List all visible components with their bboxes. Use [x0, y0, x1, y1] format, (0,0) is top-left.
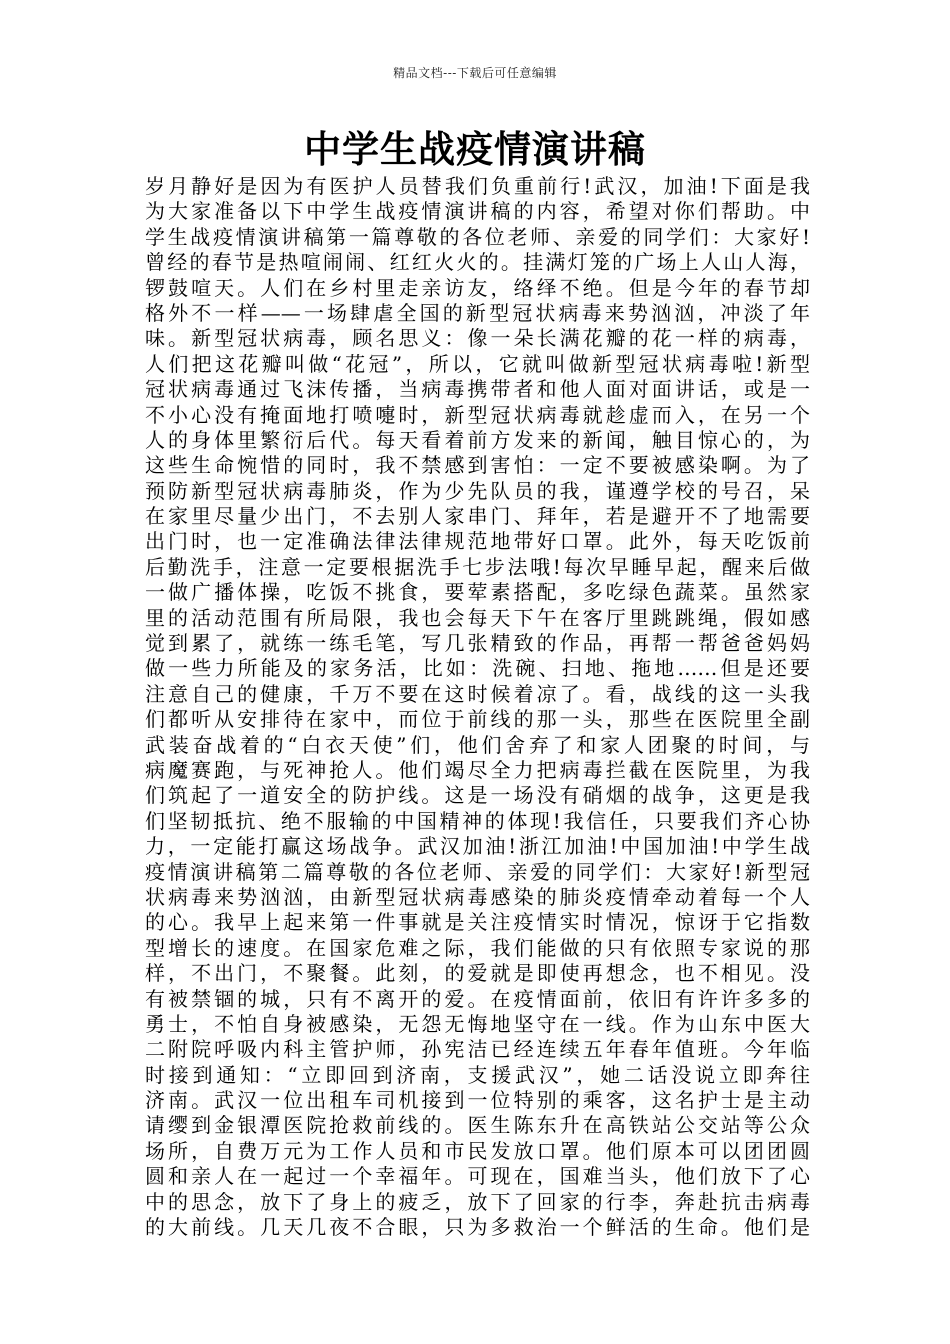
body-line: 有被禁锢的城，只有不离开的爱。在疫情面前，依旧有许许多多的: [145, 986, 810, 1011]
body-line: 觉到累了，就练一练毛笔，写几张精致的作品，再帮一帮爸爸妈妈: [145, 631, 810, 656]
body-line: 病魔赛跑，与死神抢人。他们竭尽全力把病毒拦截在医院里，为我: [145, 757, 810, 782]
body-line: 状病毒来势汹汹，由新型冠状病毒感染的肺炎疫情牵动着每一个人: [145, 884, 810, 909]
body-line: 注意自己的健康，千万不要在这时候着凉了。看，战线的这一头我: [145, 681, 810, 706]
body-line: 不小心没有掩面地打喷嚏时，新型冠状病毒就趁虚而入，在另一个: [145, 402, 810, 427]
body-line: 后勤洗手，注意一定要根据洗手七步法哦!每次早睡早起，醒来后做: [145, 554, 810, 579]
body-line: 味。新型冠状病毒，顾名思义：像一朵长满花瓣的花一样的病毒，: [145, 326, 810, 351]
body-line: 济南。武汉一位出租车司机接到一位特别的乘客，这名护士是主动: [145, 1088, 810, 1113]
body-line: 锣鼓喧天。人们在乡村里走亲访友，络绎不绝。但是今年的春节却: [145, 275, 810, 300]
body-line: 力，一定能打赢这场战争。武汉加油!浙江加油!中国加油!中学生战: [145, 834, 810, 859]
body-line: 出门时，也一定准确法律法律规范地带好口罩。此外，每天吃饭前: [145, 529, 810, 554]
body-line: 武装奋战着的“白衣天使”们，他们舍弃了和家人团聚的时间，与: [145, 732, 810, 757]
body-line: 型增长的速度。在国家危难之际，我们能做的只有依照专家说的那: [145, 935, 810, 960]
document-body: [145, 174, 810, 1240]
body-line: 勇士，不怕自身被感染，无怨无悔地坚守在一线。作为山东中医大: [145, 1011, 810, 1036]
body-line: 曾经的春节是热喧闹闹、红红火火的。挂满灯笼的广场上人山人海，: [145, 250, 810, 275]
body-line: 们坚韧抵抗、绝不服输的中国精神的体现!我信任，只要我们齐心协: [145, 808, 810, 833]
body-line: 二附院呼吸内科主管护师，孙宪洁已经连续五年春年值班。今年临: [145, 1037, 810, 1062]
body-line: 们筑起了一道安全的防护线。这是一场没有硝烟的战争，这更是我: [145, 783, 810, 808]
body-line: 岁月静好是因为有医护人员替我们负重前行!武汉，加油!下面是我: [145, 174, 810, 198]
body-line: 的大前线。几天几夜不合眼，只为多救治一个鲜活的生命。他们是: [145, 1215, 810, 1240]
body-line: 时接到通知：“立即回到济南，支援武汉”，她二话没说立即奔往: [145, 1062, 810, 1087]
document-title: 中学生战疫情演讲稿: [304, 128, 646, 171]
body-line: 格外不一样——一场肆虐全国的新型冠状病毒来势汹汹，冲淡了年: [145, 300, 810, 325]
body-line: 学生战疫情演讲稿第一篇尊敬的各位老师、亲爱的同学们：大家好!: [145, 224, 810, 249]
body-line: 一做广播体操，吃饭不挑食，要荤素搭配，多吃绿色蔬菜。虽然家: [145, 580, 810, 605]
body-line: 人们把这花瓣叫做“花冠”，所以，它就叫做新型冠状病毒啦!新型: [145, 351, 810, 376]
body-line: 这些生命惋惜的同时，我不禁感到害怕：一定不要被感染啊。为了: [145, 453, 810, 478]
body-line: 预防新型冠状病毒肺炎，作为少先队员的我，谨遵学校的号召，呆: [145, 478, 810, 503]
body-line: 们都听从安排待在家中，而位于前线的那一头，那些在医院里全副: [145, 707, 810, 732]
body-line: 做一些力所能及的家务活，比如：洗碗、扫地、拖地……但是还要: [145, 656, 810, 681]
body-line: 请缨到金银潭医院抢救前线的。医生陈东升在高铁站公交站等公众: [145, 1113, 810, 1138]
body-line: 冠状病毒通过飞沫传播，当病毒携带者和他人面对面讲话，或是一: [145, 377, 810, 402]
page-header: 精品文档---下载后可任意编辑: [393, 66, 557, 80]
body-line: 里的活动范围有所局限，我也会每天下午在客厅里跳跳绳，假如感: [145, 605, 810, 630]
body-line: 场所，自费万元为工作人员和市民发放口罩。他们原本可以团团圆: [145, 1138, 810, 1163]
body-line: 人的身体里繁衍后代。每天看着前方发来的新闻，触目惊心的，为: [145, 427, 810, 452]
body-line: 样，不出门，不聚餐。此刻，的爱就是即使再想念，也不相见。没: [145, 961, 810, 986]
body-line: 为大家准备以下中学生战疫情演讲稿的内容，希望对你们帮助。中: [145, 199, 810, 224]
body-line: 疫情演讲稿第二篇尊敬的各位老师、亲爱的同学们：大家好!新型冠: [145, 859, 810, 884]
body-line: 中的思念，放下了身上的疲乏，放下了回家的行李，奔赴抗击病毒: [145, 1189, 810, 1214]
body-line: 在家里尽量少出门，不去别人家串门、拜年，若是避开不了地需要: [145, 504, 810, 529]
body-line: 圆和亲人在一起过一个幸福年。可现在，国难当头，他们放下了心: [145, 1164, 810, 1189]
body-line: 的心。我早上起来第一件事就是关注疫情实时情况，惊讶于它指数: [145, 910, 810, 935]
